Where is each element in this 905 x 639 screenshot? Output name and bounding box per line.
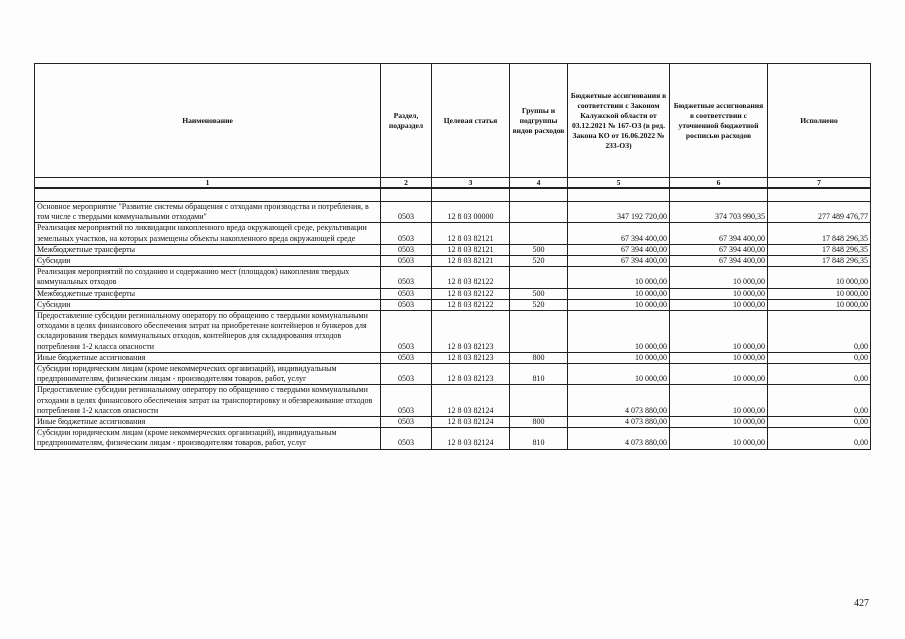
row-group: 520 xyxy=(510,299,568,310)
row-law-amount: 10 000,00 xyxy=(568,267,670,288)
header-name: Наименование xyxy=(35,64,381,178)
table-row xyxy=(35,288,871,299)
header-roster-allocations: Бюджетные ассигнования в соответствии с уточненной бюджетной росписью расходов xyxy=(670,64,768,178)
row-group xyxy=(510,311,568,353)
row-group xyxy=(510,267,568,288)
row-law-amount: 347 192 720,00 xyxy=(568,202,670,223)
page-number: 427 xyxy=(854,598,869,609)
row-section: 0503 xyxy=(381,244,432,255)
row-section: 0503 xyxy=(381,364,432,385)
row-name: Предоставление субсидии региональному оператору по обращению с твердыми коммунальными отходами в целях финансового обеспечения затрат на транспортировку и обезвреживание отходов потребления 1-2 классов опасности xyxy=(35,385,381,417)
row-name: Субсидии xyxy=(35,256,381,267)
row-law-amount: 10 000,00 xyxy=(568,288,670,299)
table-row xyxy=(35,428,871,449)
row-name: Межбюджетные трансферты xyxy=(35,288,381,299)
row-executed-amount: 277 489 476,77 xyxy=(768,202,871,223)
row-roster-amount: 10 000,00 xyxy=(670,352,768,363)
row-roster-amount: 67 394 400,00 xyxy=(670,256,768,267)
row-roster-amount: 10 000,00 xyxy=(670,299,768,310)
row-section: 0503 xyxy=(381,288,432,299)
row-target: 12 8 03 82123 xyxy=(432,311,510,353)
row-law-amount: 67 394 400,00 xyxy=(568,223,670,244)
row-roster-amount: 67 394 400,00 xyxy=(670,223,768,244)
column-number-row xyxy=(35,178,871,189)
row-group: 500 xyxy=(510,288,568,299)
row-target: 12 8 03 82124 xyxy=(432,428,510,449)
col-number: 6 xyxy=(670,178,768,189)
col-number: 4 xyxy=(510,178,568,189)
row-name: Иные бюджетные ассигнования xyxy=(35,352,381,363)
row-name: Реализация мероприятий по ликвидации накопленного вреда окружающей среде, рекультивации земельных участков, на которых размещены объекты накопленного вреда окружающей среде xyxy=(35,223,381,244)
row-executed-amount: 0,00 xyxy=(768,417,871,428)
row-executed-amount: 0,00 xyxy=(768,311,871,353)
row-group: 800 xyxy=(510,417,568,428)
row-target: 12 8 03 82124 xyxy=(432,385,510,417)
row-roster-amount: 10 000,00 xyxy=(670,288,768,299)
col-number: 2 xyxy=(381,178,432,189)
row-target: 12 8 03 82124 xyxy=(432,417,510,428)
row-section: 0503 xyxy=(381,267,432,288)
table-row xyxy=(35,385,871,417)
row-law-amount: 10 000,00 xyxy=(568,311,670,353)
row-section: 0503 xyxy=(381,311,432,353)
row-executed-amount: 0,00 xyxy=(768,352,871,363)
header-section: Раздел, подраздел xyxy=(381,64,432,178)
row-name: Субсидии xyxy=(35,299,381,310)
header-row xyxy=(35,64,871,178)
row-target: 12 8 03 82122 xyxy=(432,299,510,310)
row-law-amount: 67 394 400,00 xyxy=(568,244,670,255)
row-target: 12 8 03 00000 xyxy=(432,202,510,223)
row-roster-amount: 10 000,00 xyxy=(670,267,768,288)
row-executed-amount: 10 000,00 xyxy=(768,267,871,288)
row-executed-amount: 10 000,00 xyxy=(768,288,871,299)
row-executed-amount: 10 000,00 xyxy=(768,299,871,310)
row-name: Предоставление субсидии региональному оператору по обращению с твердыми коммунальными отходами в целях финансового обеспечения затрат на приобретение контейнеров и бункеров для складирования твердых коммунальных отходов, контейнеров для складирования отходов потребления 1-2 класса опасности xyxy=(35,311,381,353)
row-name: Реализация мероприятий по созданию и содержанию мест (площадок) накопления твердых коммунальных отходов xyxy=(35,267,381,288)
row-section: 0503 xyxy=(381,202,432,223)
row-roster-amount: 10 000,00 xyxy=(670,364,768,385)
row-roster-amount: 10 000,00 xyxy=(670,385,768,417)
row-roster-amount: 67 394 400,00 xyxy=(670,244,768,255)
table-row xyxy=(35,417,871,428)
row-section: 0503 xyxy=(381,428,432,449)
row-group xyxy=(510,223,568,244)
row-executed-amount: 0,00 xyxy=(768,428,871,449)
spacer-row xyxy=(35,188,871,202)
row-group: 810 xyxy=(510,428,568,449)
row-executed-amount: 17 848 296,35 xyxy=(768,244,871,255)
row-group: 810 xyxy=(510,364,568,385)
row-group: 500 xyxy=(510,244,568,255)
row-group xyxy=(510,202,568,223)
table-row xyxy=(35,202,871,223)
row-section: 0503 xyxy=(381,352,432,363)
row-group xyxy=(510,385,568,417)
table-row xyxy=(35,244,871,255)
header-expense-group: Группы и подгруппы видов расходов xyxy=(510,64,568,178)
table-row xyxy=(35,311,871,353)
row-section: 0503 xyxy=(381,256,432,267)
row-target: 12 8 03 82123 xyxy=(432,364,510,385)
table-row xyxy=(35,256,871,267)
row-roster-amount: 10 000,00 xyxy=(670,311,768,353)
row-executed-amount: 17 848 296,35 xyxy=(768,256,871,267)
row-roster-amount: 10 000,00 xyxy=(670,428,768,449)
header-law-allocations: Бюджетные ассигнования в соответствии с Законом Калужской области от 03.12.2021 № 167-ОЗ (в ред. Закона КО от 16.06.2022 № 233-ОЗ) xyxy=(568,64,670,178)
col-number: 1 xyxy=(35,178,381,189)
table-row xyxy=(35,352,871,363)
table-row xyxy=(35,267,871,288)
row-section: 0503 xyxy=(381,385,432,417)
row-target: 12 8 03 82123 xyxy=(432,352,510,363)
row-name: Основное мероприятие "Развитие системы обращения с отходами производства и потребления, в том числе с твердыми коммунальными отходами" xyxy=(35,202,381,223)
row-name: Межбюджетные трансферты xyxy=(35,244,381,255)
row-target: 12 8 03 82122 xyxy=(432,288,510,299)
row-target: 12 8 03 82121 xyxy=(432,256,510,267)
row-group: 800 xyxy=(510,352,568,363)
row-roster-amount: 374 703 990,35 xyxy=(670,202,768,223)
row-name: Субсидии юридическим лицам (кроме некоммерческих организаций), индивидуальным предпринимателям, физическим лицам - производителям товаров, работ, услуг xyxy=(35,428,381,449)
col-number: 5 xyxy=(568,178,670,189)
row-roster-amount: 10 000,00 xyxy=(670,417,768,428)
table-row xyxy=(35,299,871,310)
budget-table xyxy=(34,63,871,450)
row-target: 12 8 03 82121 xyxy=(432,223,510,244)
row-group: 520 xyxy=(510,256,568,267)
row-law-amount: 4 073 880,00 xyxy=(568,417,670,428)
header-target-article: Целевая статья xyxy=(432,64,510,178)
table-row xyxy=(35,223,871,244)
header-executed: Исполнено xyxy=(768,64,871,178)
row-name: Субсидии юридическим лицам (кроме некоммерческих организаций), индивидуальным предпринимателям, физическим лицам - производителям товаров, работ, услуг xyxy=(35,364,381,385)
row-law-amount: 4 073 880,00 xyxy=(568,428,670,449)
row-section: 0503 xyxy=(381,223,432,244)
row-law-amount: 10 000,00 xyxy=(568,364,670,385)
row-law-amount: 10 000,00 xyxy=(568,299,670,310)
row-law-amount: 10 000,00 xyxy=(568,352,670,363)
col-number: 7 xyxy=(768,178,871,189)
row-executed-amount: 0,00 xyxy=(768,385,871,417)
table-row xyxy=(35,364,871,385)
row-law-amount: 67 394 400,00 xyxy=(568,256,670,267)
row-target: 12 8 03 82121 xyxy=(432,244,510,255)
row-executed-amount: 0,00 xyxy=(768,364,871,385)
col-number: 3 xyxy=(432,178,510,189)
row-law-amount: 4 073 880,00 xyxy=(568,385,670,417)
row-section: 0503 xyxy=(381,417,432,428)
row-target: 12 8 03 82122 xyxy=(432,267,510,288)
row-name: Иные бюджетные ассигнования xyxy=(35,417,381,428)
row-section: 0503 xyxy=(381,299,432,310)
row-executed-amount: 17 848 296,35 xyxy=(768,223,871,244)
